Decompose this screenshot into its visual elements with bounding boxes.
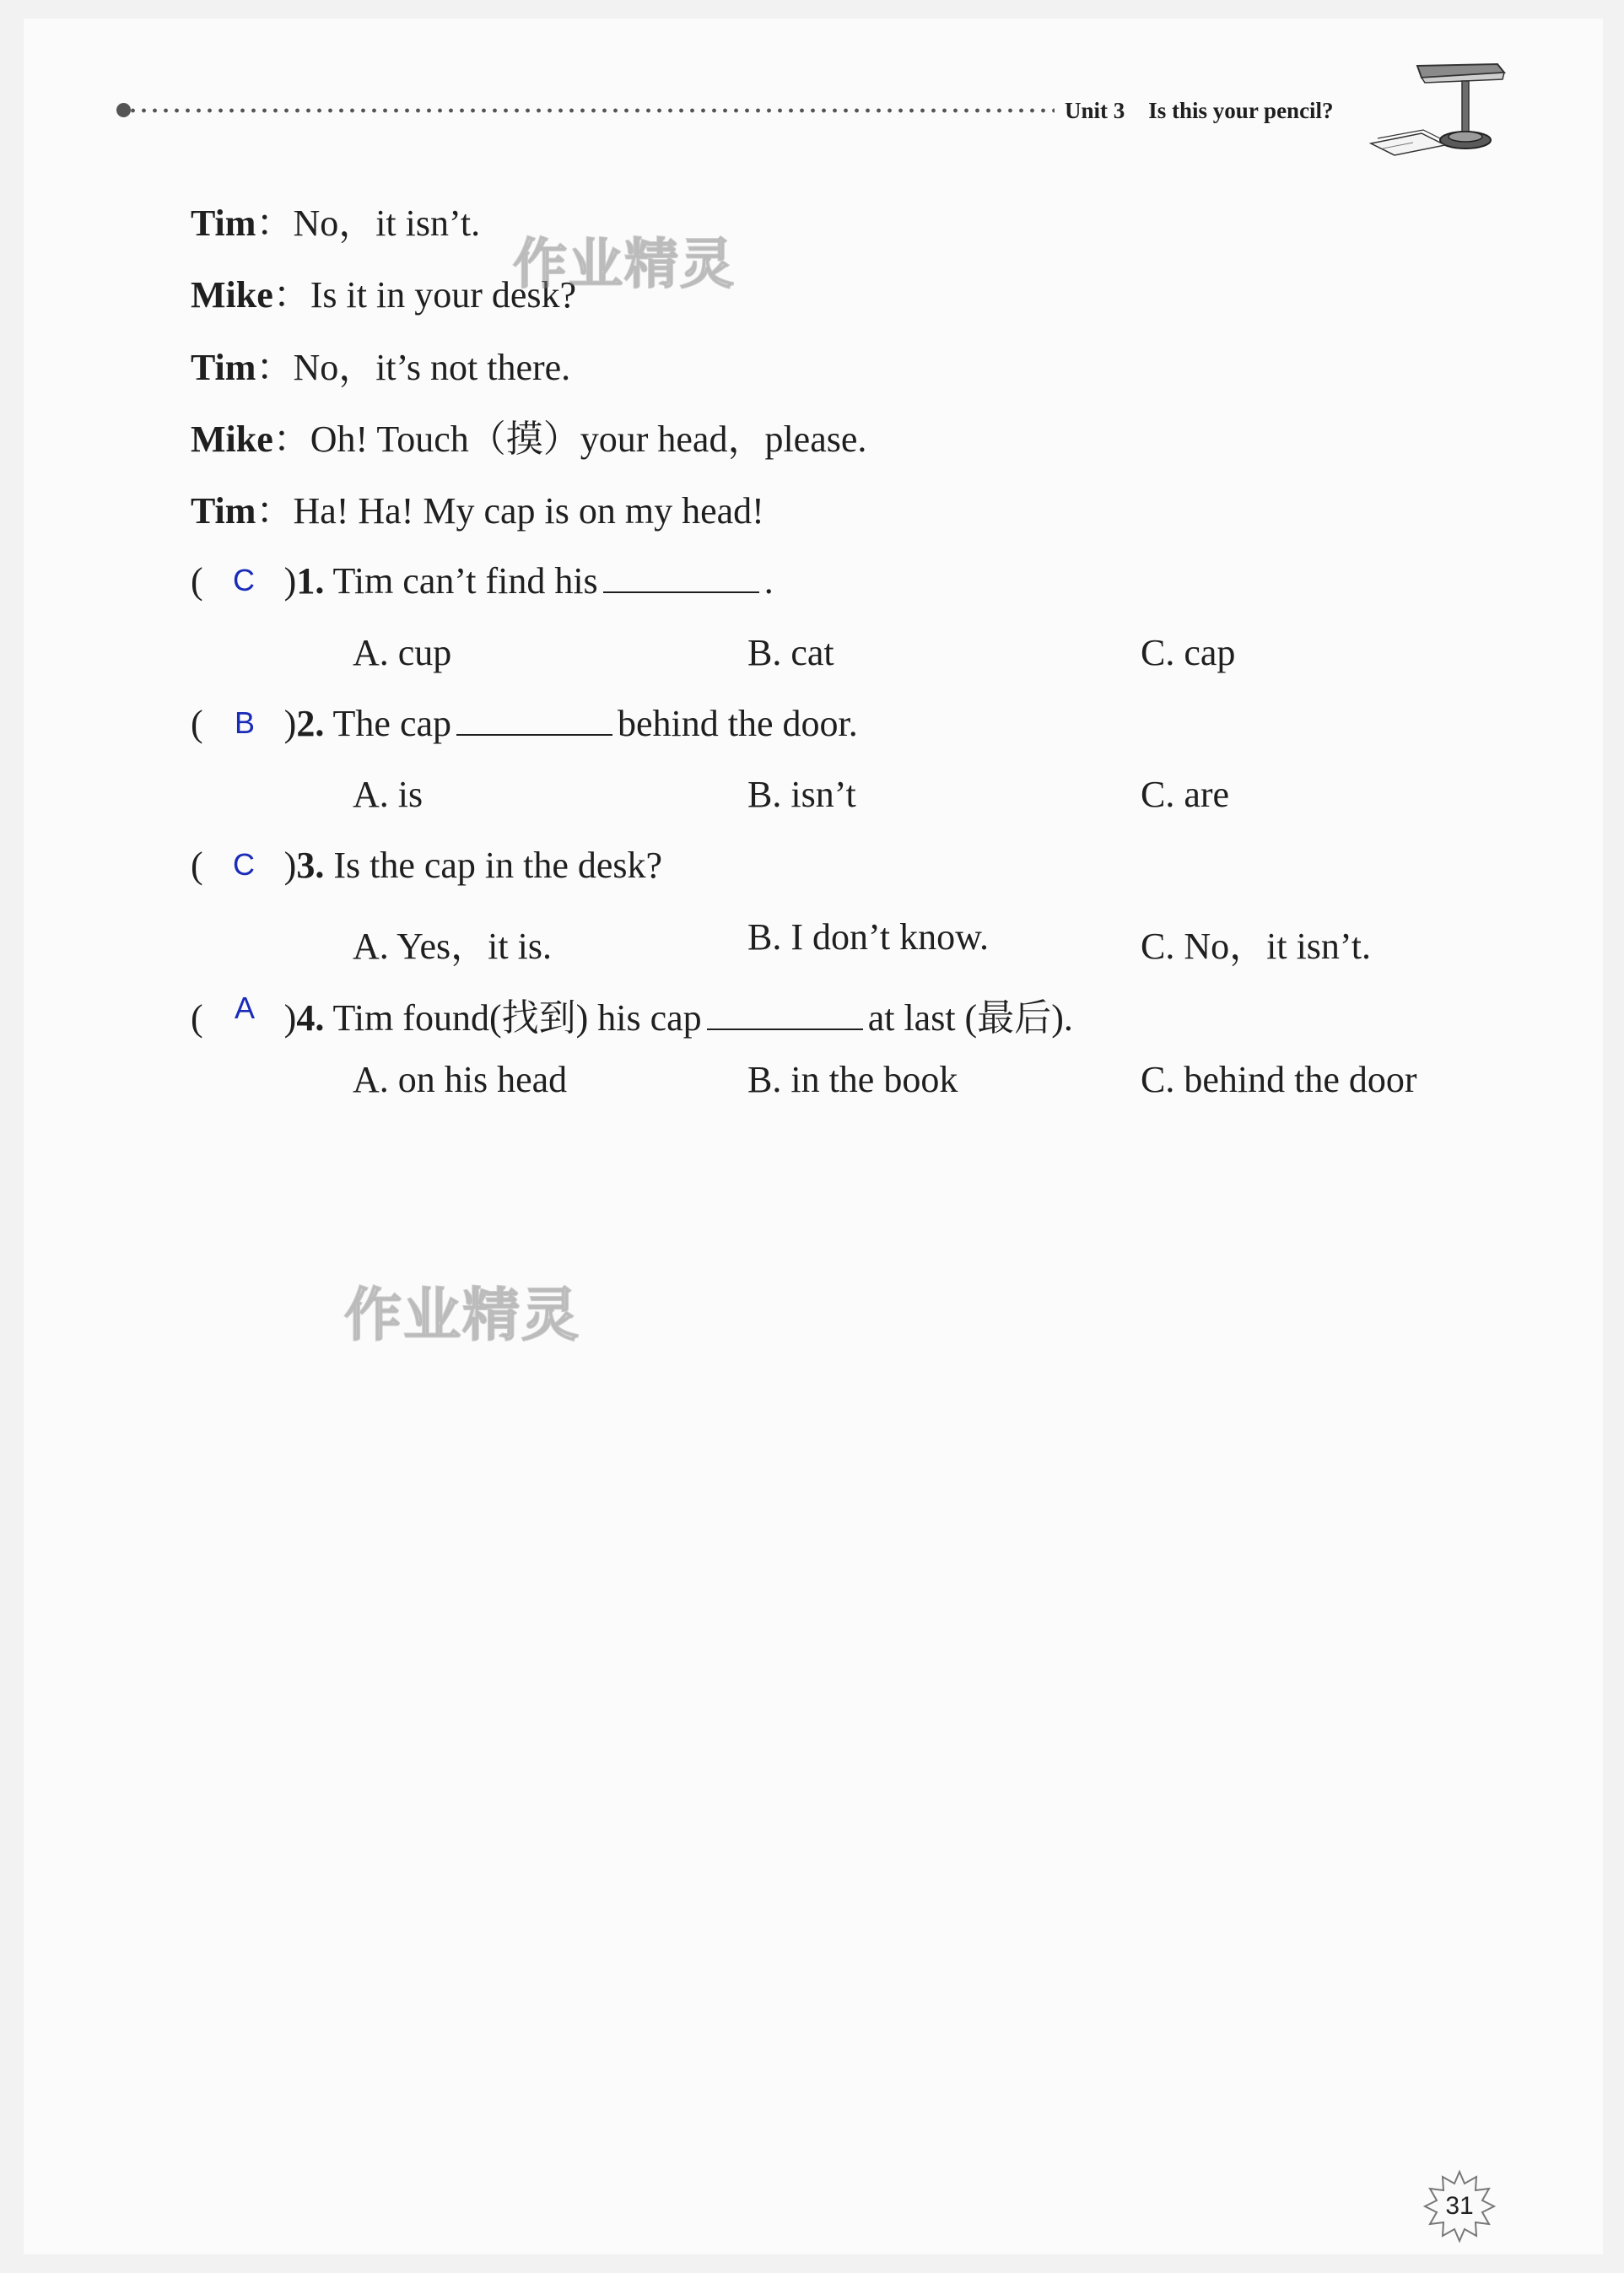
speaker-separator: ： — [256, 490, 294, 532]
speaker-separator: ： — [272, 418, 310, 460]
option-c: C. are — [1141, 774, 1230, 815]
watermark-text: 作业精灵 — [513, 234, 736, 296]
answer-blank[interactable] — [707, 1000, 863, 1030]
dialogue-text: No，it isn’t. — [293, 202, 481, 244]
question-text: Tim can’t find his — [332, 560, 598, 602]
speaker-tim: Tim — [191, 490, 256, 532]
option-b: B. in the book — [747, 1059, 958, 1100]
question-3 — [191, 844, 662, 887]
dialogue-text: Oh! Touch（摸）your head，please. — [310, 418, 867, 460]
header-title: Is this your pencil? — [1148, 98, 1334, 123]
speaker-separator: ： — [256, 202, 294, 244]
filled-answer: A — [235, 991, 256, 1025]
question-text-after: behind the door. — [618, 703, 858, 744]
option-b: B. I don’t know. — [747, 916, 989, 958]
desk-lamp-icon — [1362, 57, 1514, 159]
option-c: C. No，it isn’t. — [1141, 926, 1372, 967]
question-text: Tim found(找到) his cap — [332, 997, 702, 1039]
answer-bracket-close: ) — [283, 845, 297, 886]
page-number: 31 — [1445, 2192, 1474, 2220]
speaker-tim: Tim — [191, 202, 256, 244]
option-a: A. is — [353, 774, 424, 815]
question-number: 3. — [296, 845, 325, 886]
answer-blank[interactable] — [456, 705, 612, 736]
dialogue-line-1 — [191, 202, 481, 244]
dialogue-line-3 — [191, 349, 570, 386]
question-2 — [191, 702, 858, 745]
option-b: B. cat — [747, 632, 834, 673]
question-text: The cap — [332, 703, 451, 744]
answer-bracket-close: ) — [283, 997, 297, 1039]
question-text-after: . — [763, 560, 774, 602]
answer-bracket-open: ( — [191, 560, 203, 602]
filled-answer: C — [233, 847, 255, 882]
option-a: A. Yes，it is. — [353, 926, 552, 967]
speaker-separator: ： — [256, 347, 294, 388]
answer-bracket-close: ) — [283, 560, 297, 602]
header-dotted-rule — [116, 107, 1055, 114]
watermark-text: 作业精灵 — [344, 1282, 581, 1349]
dialogue-line-4 — [191, 418, 867, 460]
question-number: 4. — [296, 997, 325, 1039]
option-a: A. cup — [353, 632, 452, 673]
speaker-separator: ： — [272, 274, 310, 316]
dialogue-text: No，it’s not there. — [293, 347, 571, 388]
question-4 — [191, 987, 1073, 1041]
option-a: A. on his head — [353, 1059, 568, 1100]
option-c: C. behind the door — [1141, 1059, 1417, 1100]
dialogue-text: Is it in your desk? — [310, 274, 577, 316]
answer-bracket-close: ) — [283, 703, 297, 744]
running-header — [1065, 98, 1334, 124]
question-text-after: at last (最后). — [867, 997, 1073, 1039]
option-b: B. isn’t — [747, 774, 856, 815]
dialogue-line-5 — [191, 490, 764, 532]
page-number-badge — [1422, 2168, 1497, 2244]
question-text: Is the cap in the desk? — [333, 845, 663, 886]
answer-blank[interactable] — [603, 563, 759, 593]
filled-answer: B — [235, 705, 256, 740]
question-number: 2. — [296, 703, 325, 744]
filled-answer: C — [233, 563, 255, 597]
answer-bracket-open: ( — [191, 703, 203, 744]
option-c: C. cap — [1141, 632, 1236, 673]
answer-bracket-open: ( — [191, 845, 203, 886]
question-1 — [191, 559, 774, 602]
header-unit: Unit 3 — [1065, 98, 1125, 123]
speaker-tim: Tim — [191, 347, 256, 388]
speaker-mike: Mike — [191, 274, 273, 316]
answer-bracket-open: ( — [191, 997, 203, 1039]
speaker-mike: Mike — [191, 418, 273, 460]
dialogue-text: Ha! Ha! My cap is on my head! — [293, 490, 764, 532]
question-number: 1. — [296, 560, 325, 602]
